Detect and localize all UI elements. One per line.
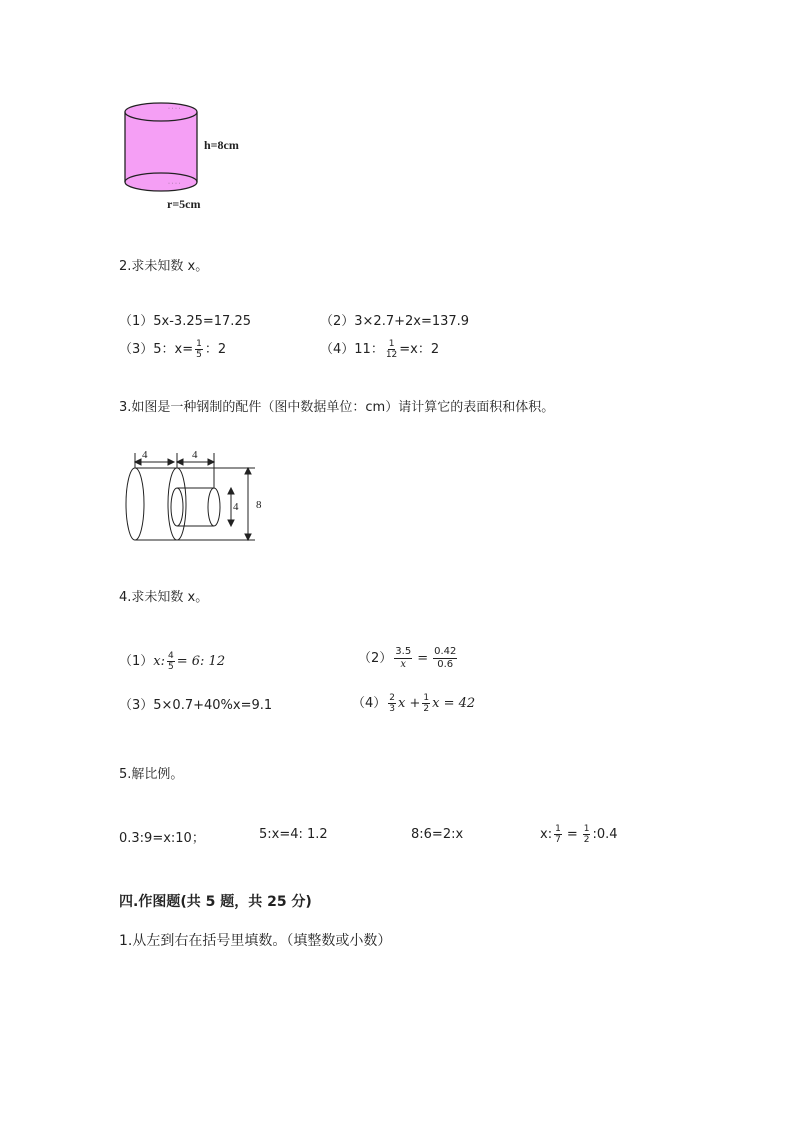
q3-title: 3.如图是一种钢制的配件（图中数据单位：cm）请计算它的表面积和体积。 bbox=[119, 400, 555, 415]
fraction: $\frac{2}{3}$ bbox=[389, 693, 396, 714]
svg-text:· · · ·: · · · · bbox=[168, 181, 181, 187]
dim-outer-label: 8 bbox=[256, 499, 262, 511]
q2-p3-pre: （3）5：x= bbox=[119, 342, 194, 357]
q2-p3-post: ：2 bbox=[204, 342, 227, 357]
q5-title: 5.解比例。 bbox=[119, 767, 184, 782]
svg-text:· · · ·: · · · · bbox=[168, 106, 181, 112]
q4-title: 4.求未知数 x。 bbox=[119, 590, 209, 605]
q2-title: 2.求未知数 x。 bbox=[119, 259, 209, 274]
dim-inner-label: 4 bbox=[233, 501, 239, 513]
fraction: $\frac{1}{5}$ bbox=[196, 339, 202, 360]
q2-p4-post: =x：2 bbox=[399, 342, 440, 357]
fraction: $\frac{1}{12}$ bbox=[385, 339, 398, 360]
steel-part-figure bbox=[120, 445, 280, 550]
dim-right-label: 4 bbox=[192, 449, 198, 461]
dim-left-label: 4 bbox=[142, 449, 148, 461]
q5-equation-2: 5:x=4: 1.2 bbox=[259, 827, 328, 842]
q4-problem-4: （4） $\frac{2}{3}$ x + $\frac{1}{2}$ x = 42 bbox=[352, 693, 476, 714]
section4-q1: 1.从左到右在括号里填数。（填整数或小数） bbox=[119, 933, 392, 949]
q2-p4-pre: （4）11： bbox=[320, 342, 384, 357]
q5-equation-3: 8:6=2:x bbox=[411, 827, 464, 842]
q5-equation-4: x: $\frac{1}{7}$ = $\frac{1}{2}$ :0.4 bbox=[540, 824, 618, 845]
height-label: h=8cm bbox=[204, 138, 239, 152]
q2-problem-1: （1）5x-3.25=17.25 bbox=[119, 314, 251, 329]
fraction: $\frac{1}{2}$ bbox=[583, 824, 590, 845]
q2-problem-2: （2）3×2.7+2x=137.9 bbox=[320, 314, 470, 329]
q4-problem-3: （3）5×0.7+40%x=9.1 bbox=[119, 698, 273, 713]
cylinder-svg bbox=[110, 95, 260, 220]
fraction: $\frac{3.5}{x}$ bbox=[395, 646, 412, 670]
cylinder-figure bbox=[110, 95, 260, 220]
q4-problem-2: （2） $\frac{3.5}{x}$ = $\frac{0.42}{0.6}$ bbox=[358, 646, 457, 670]
section-heading: 四.作图题(共 5 题，共 25 分) bbox=[119, 894, 312, 910]
fraction: $\frac{1}{2}$ bbox=[423, 693, 430, 714]
steel-part-svg bbox=[120, 445, 280, 550]
fraction: $\frac{4}{5}$ bbox=[168, 651, 174, 672]
fraction: $\frac{1}{7}$ bbox=[555, 824, 561, 845]
q5-equation-1: 0.3:9=x:10； bbox=[119, 831, 205, 846]
q4-problem-1: （1）x: $\frac{4}{5}$ = 6: 12 bbox=[119, 651, 226, 672]
q2-problem-3 bbox=[119, 338, 226, 360]
q2-problem-4 bbox=[320, 338, 439, 360]
fraction: $\frac{0.42}{0.6}$ bbox=[434, 646, 457, 670]
radius-label: r=5cm bbox=[167, 197, 201, 211]
